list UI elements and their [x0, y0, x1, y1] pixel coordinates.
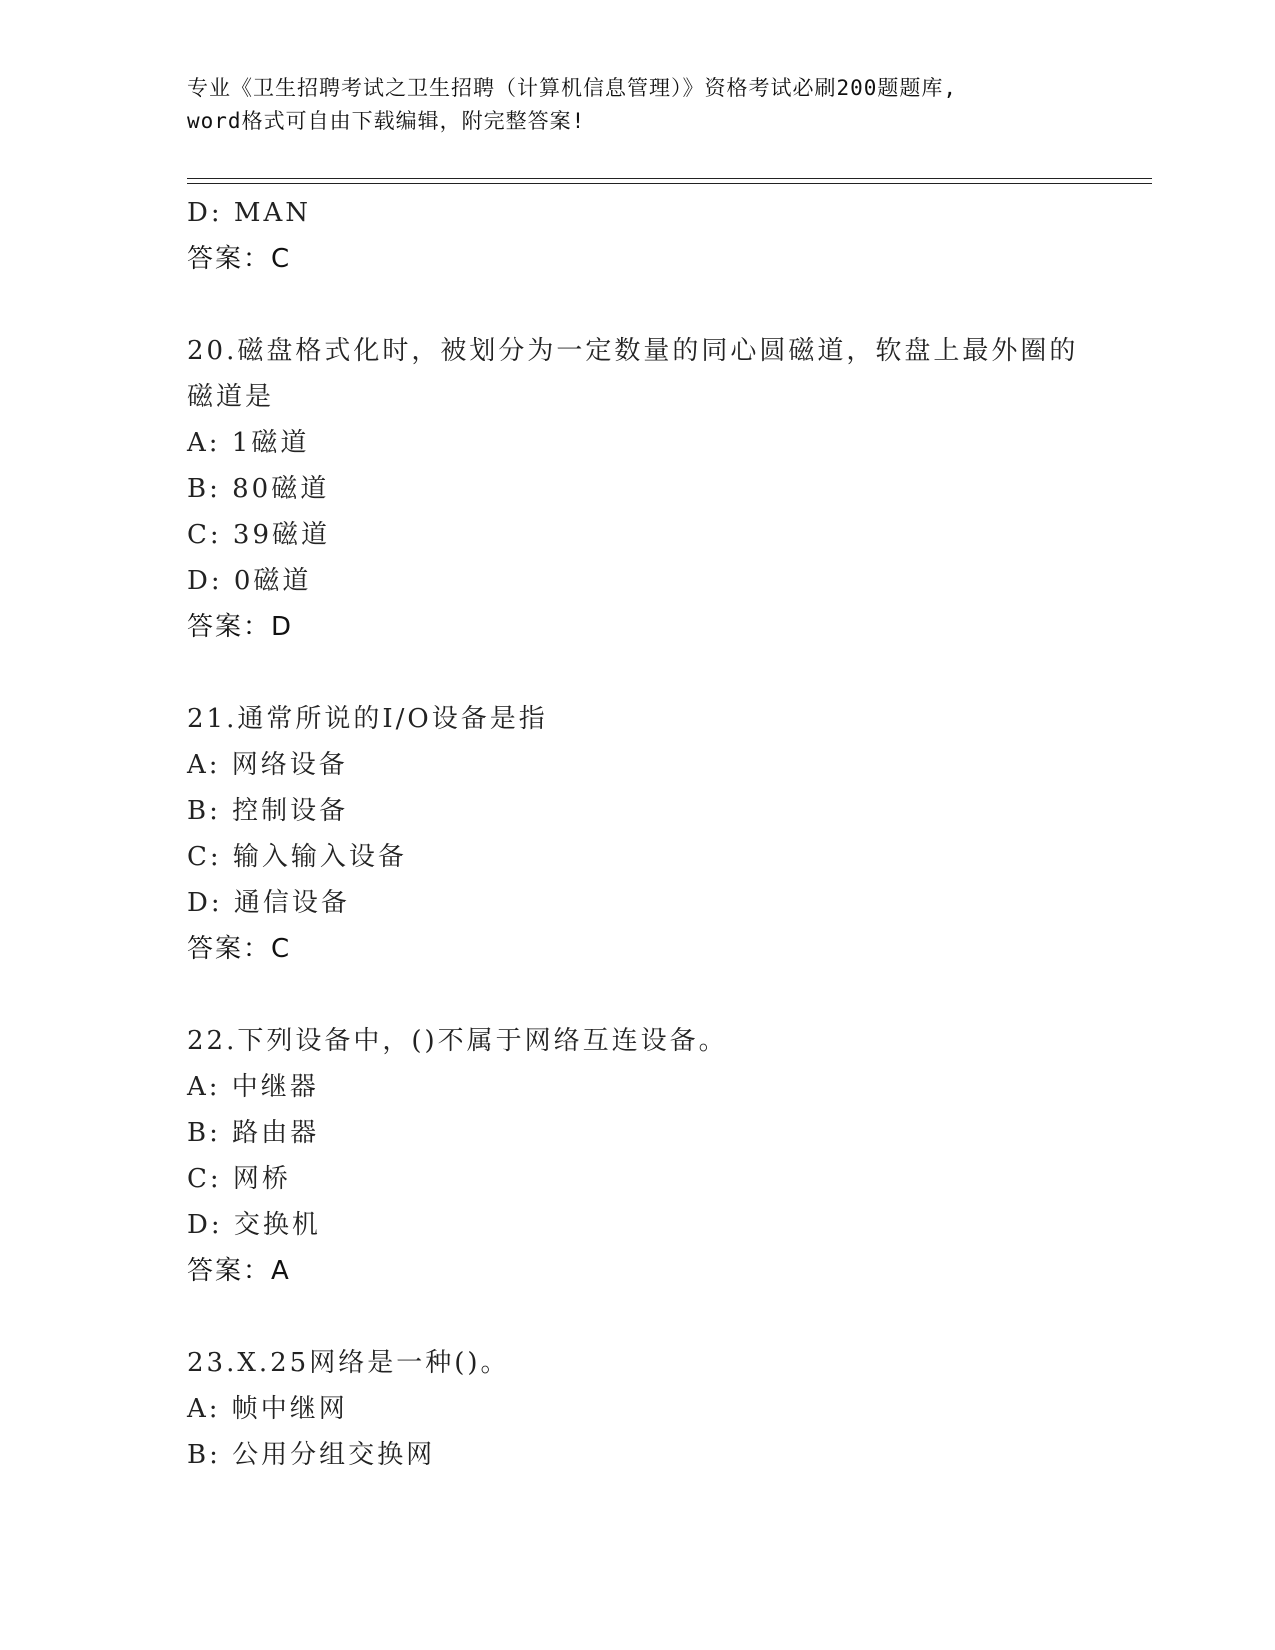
option-b: B: 路由器 — [187, 1118, 320, 1148]
option-a: A: 1磁道 — [187, 428, 310, 458]
option-c: C: 输入输入设备 — [187, 842, 407, 872]
option-d: D: 交换机 — [187, 1210, 321, 1240]
spacer — [187, 650, 1152, 696]
question-stem: 22.下列设备中，()不属于网络互连设备。 — [187, 1026, 728, 1056]
header-title-line-1: 专业《卫生招聘考试之卫生招聘（计算机信息管理）》资格考试必刷200题题库, — [187, 76, 958, 100]
option-b: B: 80磁道 — [187, 474, 330, 504]
question-22 — [187, 1018, 1152, 1294]
question-stem: 23.X.25网络是一种()。 — [187, 1348, 510, 1378]
question-23 — [187, 1340, 1152, 1478]
header-divider-top — [187, 178, 1152, 179]
answer-line: 答案：C — [187, 244, 292, 274]
header-divider-bottom — [187, 183, 1152, 184]
question-stem: 21.通常所说的I/O设备是指 — [187, 704, 548, 734]
spacer — [187, 1294, 1152, 1340]
option-d: D: 0磁道 — [187, 566, 312, 596]
option-c: C: 网桥 — [187, 1164, 291, 1194]
question-20 — [187, 328, 1152, 650]
question-stem: 20.磁盘格式化时，被划分为一定数量的同心圆磁道，软盘上最外圈的 — [187, 336, 1079, 366]
spacer — [187, 282, 1152, 328]
document-header — [187, 72, 1087, 138]
question-stem-continued: 磁道是 — [187, 382, 275, 412]
answer-line: 答案：C — [187, 934, 292, 964]
question-list — [187, 190, 1152, 1478]
question-21 — [187, 696, 1152, 972]
option-c: C: 39磁道 — [187, 520, 331, 550]
option-b: B: 控制设备 — [187, 796, 349, 826]
spacer — [187, 972, 1152, 1018]
answer-line: 答案：A — [187, 1256, 291, 1286]
option-b: B: 公用分组交换网 — [187, 1440, 436, 1470]
header-title-line-2: word格式可自由下载编辑，附完整答案! — [187, 109, 586, 133]
option-a: A: 中继器 — [187, 1072, 319, 1102]
option-a: A: 网络设备 — [187, 750, 348, 780]
option-a: A: 帧中继网 — [187, 1394, 348, 1424]
option-d: D: 通信设备 — [187, 888, 350, 918]
answer-line: 答案：D — [187, 612, 294, 642]
option-d: D: MAN — [187, 198, 312, 228]
